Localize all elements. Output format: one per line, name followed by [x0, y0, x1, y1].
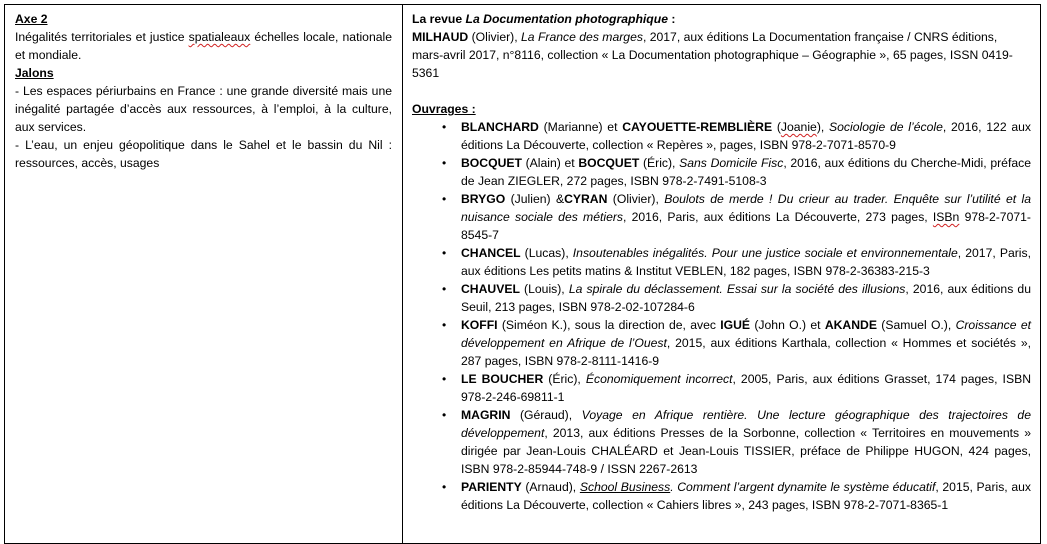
right-column — [403, 5, 1040, 543]
axe-text: Inégalités territoriales et justice spatialeaux échelles locale, nationale et mondiale. — [15, 30, 393, 62]
spellcheck-flag: Joanie — [780, 120, 817, 134]
bullet-icon: • — [442, 318, 447, 332]
book-item: • CHAUVEL (Louis), La spirale du déclassement. Essai sur la société des illusions, 2016, aux éditions du Seuil, 213 pages, ISBN 978-2-02-107284-6 — [442, 282, 1031, 314]
bullet-icon: • — [442, 156, 447, 170]
book-list — [412, 118, 1031, 514]
bullet-icon: • — [442, 246, 447, 260]
jalon-item: - Les espaces périurbains en France : une grande diversité mais une inégalité partagée d’accès aux ressources, à l’emploi, à la culture, aux services. — [15, 84, 392, 134]
book-item: • BOCQUET (Alain) et BOCQUET (Éric), Sans Domicile Fisc, 2016, aux éditions du Cherche-Midi, préface de Jean ZIEGLER, 272 pages, ISBN 978-2-7491-5108-3 — [442, 156, 1031, 188]
revue-entry: MILHAUD (Olivier), La France des marges, 2017, aux éditions La Documentation française / CNRS éditions, mars-avril 2017, n°8116, collection « La Documentation photographique – Géographie », 65 pages, ISSN 0419-5361 — [412, 30, 1013, 80]
spellcheck-flag: spatialeaux — [188, 30, 251, 44]
axe-title: Axe 2 — [15, 12, 48, 26]
revue-heading: La revue La Documentation photographique : — [412, 12, 676, 26]
bullet-icon: • — [442, 408, 447, 422]
ouvrages-title: Ouvrages : — [412, 102, 476, 116]
book-item: • BLANCHARD (Marianne) et CAYOUETTE-REMBLIÈRE (Joanie), Sociologie de l’école, 2016, 122 aux éditions La Découverte, collection « Repères », pages, ISBN 978-2-7071-8570-9 — [442, 120, 1031, 152]
document-table — [4, 4, 1041, 544]
bullet-icon: • — [442, 192, 447, 206]
jalon-item: - L’eau, un enjeu géopolitique dans le Sahel et le bassin du Nil : ressources, accès, usages — [15, 138, 392, 170]
jalons-title: Jalons — [15, 66, 54, 80]
book-item: • LE BOUCHER (Éric), Économiquement incorrect, 2005, Paris, aux éditions Grasset, 174 pages, ISBN 978-2-246-69811-1 — [442, 372, 1032, 404]
book-item: • BRYGO (Julien) &CYRAN (Olivier), Boulots de merde ! Du crieur au trader. Enquête sur l’utilité et la nuisance sociale des métiers, 2016, Paris, aux éditions La Découverte, 273 pages, ISBn 978-2-7071-8545-7 — [442, 192, 1031, 242]
left-column — [5, 5, 403, 543]
spellcheck-flag: ISBn — [932, 210, 960, 224]
book-item: • MAGRIN (Géraud), Voyage en Afrique rentière. Une lecture géographique des trajectoires de développement, 2013, aux éditions Presses de la Sorbonne, collection « Territoires en mouvements » dirigée par Jean-Louis CHALÉARD et Jean-Louis TISSIER, préface de Philippe HUGON, 424 pages, ISBN 978-2-85944-748-9 / ISSN 2267-2613 — [442, 408, 1031, 476]
bullet-icon: • — [442, 480, 447, 494]
book-item: • KOFFI (Siméon K.), sous la direction de, avec IGUÉ (John O.) et AKANDE (Samuel O.), Croissance et développement en Afrique de l’Ouest, 2015, aux éditions Karthala, collection « Hommes et sociétés », 287 pages, ISBN 978-2-8111-1416-9 — [442, 318, 1031, 368]
bullet-icon: • — [442, 372, 447, 386]
bullet-icon: • — [442, 120, 447, 134]
book-item: • CHANCEL (Lucas), Insoutenables inégalités. Pour une justice sociale et environnementale, 2017, Paris, aux éditions Les petits matins & Institut VEBLEN, 182 pages, ISBN 978-2-36383-215-3 — [442, 246, 1031, 278]
bullet-icon: • — [442, 282, 447, 296]
book-item: • PARIENTY (Arnaud), School Business. Comment l’argent dynamite le système éducatif, 2015, Paris, aux éditions La Découverte, collection « Cahiers libres », 243 pages, ISBN 978-2-7071-8365-1 — [442, 480, 1031, 512]
